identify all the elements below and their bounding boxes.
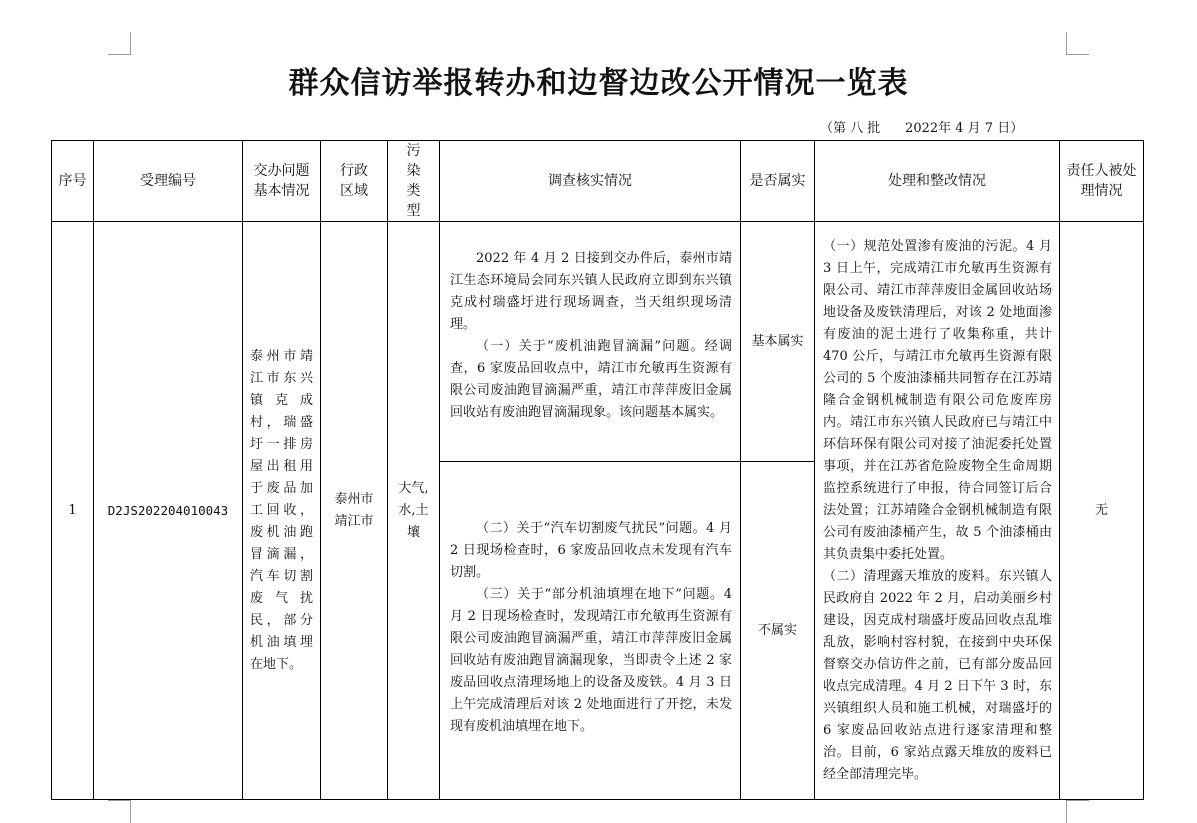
cell-responsible: 无	[1060, 222, 1144, 800]
crop-mark-bottom-left	[108, 800, 131, 823]
cell-handling	[815, 222, 1060, 800]
page-title: 群众信访举报转办和边督边改公开情况一览表	[288, 66, 909, 101]
cell-pollution-type: 大气,水,土壤	[388, 222, 440, 800]
table-row	[52, 222, 1144, 462]
cell-investigation-part2	[440, 462, 741, 800]
cell-index: 1	[52, 222, 94, 800]
crop-mark-top-left	[108, 32, 131, 55]
batch-date: （第 八 批 2022年 4 月 7 日）	[820, 121, 1024, 136]
investigation-paragraph: 2022 年 4 月 2 日接到交办件后，泰州市靖江生态环境局会同东兴镇人民政府立即到东兴镇克成村瑞盛圩进行现场调查，当天组织现场清理。	[450, 251, 732, 332]
cell-problem: 泰州市靖江市东兴镇克成村，瑞盛圩一排房屋出租用于废品加工回收，废机油跑冒滴漏，汽车切割废气扰民，部分机油填埋在地下。	[243, 222, 321, 800]
handling-paragraph: （二）清理露天堆放的废料。东兴镇人民政府自 2022 年 2 月，启动美丽乡村建设，因克成村瑞盛圩废品回收点乱堆乱放，影响村容村貌，在接到中央环保督察交办信访件之前，已有部分废品回收点完成清理。4 月 2 日下午 3 时，东兴镇组织人员和施工机械，对瑞盛圩的 6 家废品回收站点进行逐家清理和整治。目前，6 家站点露天堆放的废料已经全部清理完毕。	[823, 568, 1052, 782]
table-header-row	[52, 141, 1144, 222]
header-investigation: 调查核实情况	[440, 141, 741, 222]
crop-mark-bottom-right	[1066, 800, 1089, 823]
cell-verdict-part1: 基本属实	[741, 222, 815, 462]
handling-paragraph: （一）规范处置渗有废油的污泥。4 月 3 日上午，完成靖江市允敏再生资源有限公司、靖江市萍萍废旧金属回收站场地设备及废铁清理后，对该 2 处地面渗有废油的泥土进行了收集称重，共计 470 公斤，与靖江市允敏再生资源有限公司的 5 个废油漆桶共同暂存在江苏靖隆合金钢机械制造有限公司危废库房内。靖江市东兴镇人民政府已与靖江中环信环保有限公司对接了油泥委托处置事项，并在江苏省危险废物全生命周期监控系统进行了申报，待合同签订后合法处置；江苏靖隆合金钢机械制造有限公司有废油漆桶产生，故 5 个油漆桶由其负责集中委托处置。	[823, 238, 1052, 562]
cell-region: 泰州市靖江市	[321, 222, 388, 800]
header-index: 序号	[52, 141, 94, 222]
cell-verdict-part2: 不属实	[741, 462, 815, 800]
investigation-paragraph: （一）关于“废机油跑冒滴漏”问题。经调查，6 家废品回收点中，靖江市允敏再生资源有限公司废油跑冒滴漏严重，靖江市萍萍废旧金属回收站有废油跑冒滴漏现象。该问题基本属实。	[450, 339, 732, 420]
investigation-paragraph: （二）关于“汽车切割废气扰民”问题。4 月 2 日现场检查时，6 家废品回收点未发现有汽车切割。	[450, 521, 732, 580]
header-handling: 处理和整改情况	[815, 141, 1060, 222]
cell-investigation-part1	[440, 222, 741, 462]
header-region: 行政区域	[321, 141, 388, 222]
disclosure-table	[51, 140, 1144, 800]
investigation-paragraph: （三）关于“部分机油填埋在地下”问题。4 月 2 日现场检查时，发现靖江市允敏再生资源有限公司废油跑冒滴漏严重，靖江市萍萍废旧金属回收站有废油跑冒滴漏现象，当即责令上述 2 家废品回收点清理场地上的设备及废铁。4 月 3 日上午完成清理后对该 2 处地面进行了开挖，未发现有废机油填埋在地下。	[450, 587, 732, 734]
cell-case-id: D2JS202204010043	[94, 222, 243, 800]
header-pollution-type: 污染类型	[388, 141, 440, 222]
crop-mark-top-right	[1066, 32, 1089, 55]
header-verdict: 是否属实	[741, 141, 815, 222]
header-responsible: 责任人被处理情况	[1060, 141, 1144, 222]
header-problem: 交办问题基本情况	[243, 141, 321, 222]
header-case-id: 受理编号	[94, 141, 243, 222]
